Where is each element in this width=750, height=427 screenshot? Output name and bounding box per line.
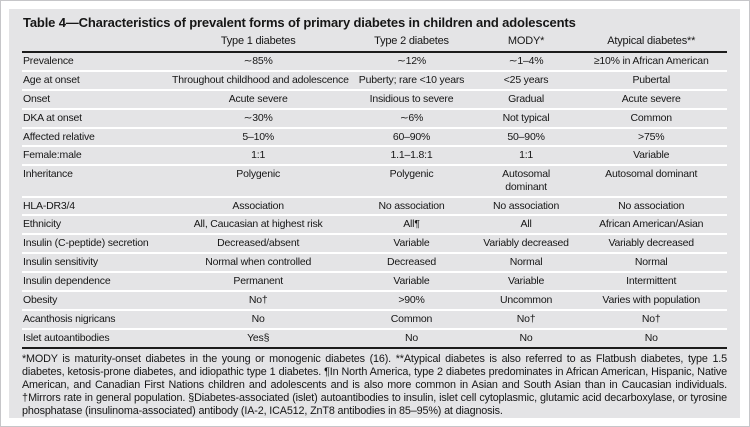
table-cell: Normal bbox=[575, 253, 727, 272]
table-cell: Decreased/absent bbox=[170, 234, 346, 253]
row-label: Obesity bbox=[22, 291, 170, 310]
table-cell: Polygenic bbox=[170, 165, 346, 196]
row-label: Female:male bbox=[22, 146, 170, 165]
table-cell: Common bbox=[346, 310, 476, 329]
table-cell: Variable bbox=[477, 272, 576, 291]
table-cell: No† bbox=[170, 291, 346, 310]
table-row bbox=[22, 234, 727, 253]
row-label: Inheritance bbox=[22, 165, 170, 196]
row-label: Onset bbox=[22, 90, 170, 109]
table-cell: Autosomal dominant bbox=[477, 165, 576, 196]
header-row bbox=[22, 34, 727, 52]
header-atypical-diabetes: Atypical diabetes** bbox=[575, 34, 727, 52]
table-footnote: *MODY is maturity-onset diabetes in the young or monogenic diabetes (16). **Atypical diabetes is also referred to as Flatbush diabetes, type 1.5 diabetes, ketosis-prone diabetes, and idiopathic type 1 diabetes. ¶In North America, type 2 diabetes predominates in African American, Hispanic, Native American, and Canadian First Nations children and adolescents and is also more common in Asian and South Asian than in Caucasian individuals. †Mirrors rate in general population. §Diabetes-associated (islet) autoantibodies to insulin, islet cell cytoplasmic, glutamic acid decarboxylase, or tyrosine phosphatase (insulinoma-associated) antibody (IA-2, ICA512, ZnT8 antibodies in 85–95%) at diagnosis. bbox=[22, 352, 727, 418]
table-row bbox=[22, 272, 727, 291]
table-cell: ∼12% bbox=[346, 52, 476, 71]
table-cell: No† bbox=[575, 310, 727, 329]
table-cell: Puberty; rare <10 years bbox=[346, 71, 476, 90]
table-cell: Uncommon bbox=[477, 291, 576, 310]
row-label: Age at onset bbox=[22, 71, 170, 90]
table-cell: Variable bbox=[346, 234, 476, 253]
table-cell: ∼30% bbox=[170, 109, 346, 128]
table-cell: Normal bbox=[477, 253, 576, 272]
row-label: HLA-DR3/4 bbox=[22, 197, 170, 216]
table-cell: No bbox=[519, 331, 533, 344]
table-cell: ∼6% bbox=[346, 109, 476, 128]
row-label: Affected relative bbox=[22, 128, 170, 147]
row-label: Insulin dependence bbox=[22, 272, 170, 291]
table-row bbox=[22, 165, 727, 196]
table-cell: Gradual bbox=[477, 90, 576, 109]
table-cell: 60–90% bbox=[346, 128, 476, 147]
row-label: Insulin (C-peptide) secretion bbox=[22, 234, 170, 253]
table-row bbox=[22, 215, 727, 234]
table-cell: Variable bbox=[575, 146, 727, 165]
table-cell: ∼1–4% bbox=[477, 52, 576, 71]
table-cell: Not typical bbox=[477, 109, 576, 128]
table-cell: Throughout childhood and adolescence bbox=[170, 71, 346, 90]
table-cell: 50–90% bbox=[477, 128, 576, 147]
table-cell: Acute severe bbox=[575, 90, 727, 109]
table-row bbox=[22, 253, 727, 272]
table-cell: Acute severe bbox=[170, 90, 346, 109]
table-row bbox=[22, 109, 727, 128]
table-row bbox=[22, 146, 727, 165]
table-cell: 1:1 bbox=[477, 146, 576, 165]
row-label: Acanthosis nigricans bbox=[22, 310, 170, 329]
table-cell: Variable bbox=[346, 272, 476, 291]
table-cell: Intermittent bbox=[575, 272, 727, 291]
table-cell: All¶ bbox=[346, 215, 476, 234]
table-row bbox=[22, 197, 727, 216]
table-row bbox=[22, 90, 727, 109]
table-row bbox=[22, 329, 727, 347]
table-cell: Variably decreased bbox=[477, 234, 576, 253]
table-cell: >75% bbox=[575, 128, 727, 147]
table-cell: Normal when controlled bbox=[170, 253, 346, 272]
table-cell: Varies with population bbox=[575, 291, 727, 310]
table-cell: No bbox=[404, 331, 419, 344]
table-cell: Pubertal bbox=[575, 71, 727, 90]
table-row bbox=[22, 71, 727, 90]
row-label: DKA at onset bbox=[22, 109, 170, 128]
row-label: Insulin sensitivity bbox=[22, 253, 170, 272]
table-cell: No† bbox=[477, 310, 576, 329]
table-row bbox=[22, 291, 727, 310]
table-cell: 5–10% bbox=[170, 128, 346, 147]
table-cell: Variably decreased bbox=[575, 234, 727, 253]
row-label: Ethnicity bbox=[22, 215, 170, 234]
table-cell: All, Caucasian at highest risk bbox=[170, 215, 346, 234]
table-panel bbox=[9, 9, 740, 418]
diabetes-characteristics-table bbox=[22, 34, 727, 347]
table-row bbox=[22, 310, 727, 329]
row-label: Islet autoantibodies bbox=[23, 331, 110, 344]
table-cell: Association bbox=[170, 197, 346, 216]
table-cell: Permanent bbox=[170, 272, 346, 291]
table-cell: Autosomal dominant bbox=[575, 165, 727, 196]
table-cell: Decreased bbox=[346, 253, 476, 272]
table-cell: All bbox=[477, 215, 576, 234]
table-cell: Common bbox=[575, 109, 727, 128]
table-cell: No association bbox=[477, 197, 576, 216]
table-cell: >90% bbox=[346, 291, 476, 310]
table-cell: No bbox=[644, 331, 658, 344]
header-mody: MODY* bbox=[477, 34, 576, 52]
table-cell: ∼85% bbox=[170, 52, 346, 71]
header-type2-diabetes: Type 2 diabetes bbox=[346, 34, 476, 52]
table-title: Table 4—Characteristics of prevalent forms of primary diabetes in children and adolescents bbox=[23, 15, 576, 30]
table-cell: Yes§ bbox=[247, 331, 270, 344]
table-cell: Insidious to severe bbox=[346, 90, 476, 109]
table-cell: <25 years bbox=[477, 71, 576, 90]
header-empty-cell bbox=[22, 34, 170, 52]
table-row bbox=[22, 52, 727, 71]
header-type1-diabetes: Type 1 diabetes bbox=[170, 34, 346, 52]
table-cell: African American/Asian bbox=[575, 215, 727, 234]
table-cell: ≥10% in African American bbox=[575, 52, 727, 71]
table-cell: 1:1 bbox=[170, 146, 346, 165]
table-cell: No association bbox=[575, 197, 727, 216]
table-cell: 1.1–1.8:1 bbox=[346, 146, 476, 165]
table-body bbox=[22, 52, 727, 347]
table-cell: Polygenic bbox=[346, 165, 476, 196]
table-cell: No association bbox=[346, 197, 476, 216]
row-label: Prevalence bbox=[22, 52, 170, 71]
table-row bbox=[22, 128, 727, 147]
table-cell: No bbox=[170, 310, 346, 329]
